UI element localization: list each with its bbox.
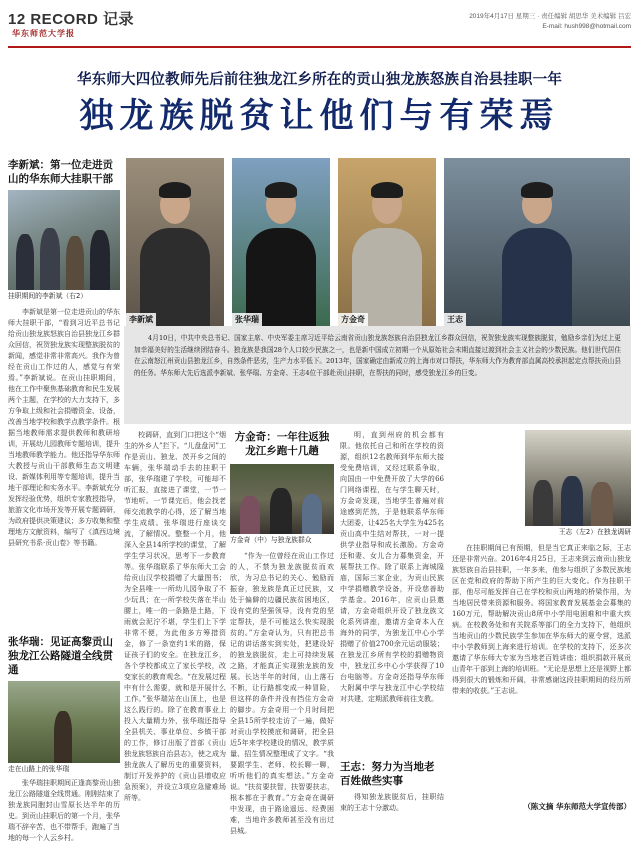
paper-logo: 华东师范大学报	[12, 28, 75, 38]
photo-caption: 王志（左2）在独龙调研	[558, 528, 631, 536]
middle-column-2	[230, 430, 334, 835]
portrait-name: 李新斌	[126, 313, 156, 326]
photo-fang-jinqi	[230, 464, 334, 534]
article-body: 李新斌是第一位走进贡山的华东师大挂职干部，“看到习近平总书记给贡山独龙族怒族自治县独龙江乡群众回信，祝贺独龙族实现整族脱贫的新闻，感觉非常非常高兴。我作为曾经在贡山工作过的人，感觉与有荣焉。”李新斌说。在贡山挂职期间，他在工作中聚焦基础教育和民生发展两个主题，在学校的大力支持下，多方争取上级和社会捐赠资金、设备，改善当地学校和教学点教学条件。根据当地教师需求提供教师和教研培训，开展幼儿园教师专题培训，提升当地教师教学能力。他还指导华东师大教授与贡山干部教师生态文明建设、新媒体利用等专题培训，提升当地干部理论和实务水平。李新斌充分发挥经验优势，组织专家教授指导，旅游文化市场开发等开展专题调研，为政府提供决策建议；多方收集和整理地方文献资料，编写了《滇西边境县研究书系·贡山卷》等书籍。	[8, 308, 120, 547]
portrait-name: 方金奇	[338, 313, 368, 326]
byline: （陈文摘 华东师范大学宣传部）	[523, 802, 631, 811]
portrait-hair	[521, 182, 553, 198]
portrait-torso	[502, 228, 572, 328]
middle-column-1	[124, 430, 226, 820]
portrait-hair	[371, 182, 403, 198]
header-meta-email: E-mail: hush998@hotmail.com	[542, 23, 631, 30]
kicker: 华东师大四位教师先后前往独龙江乡所在的贡山独龙族怒族自治县挂职一年	[76, 72, 563, 88]
header-meta	[469, 12, 631, 32]
page-headline: 独龙族脱贫让他们与有荣焉	[79, 96, 560, 136]
article-body: 在挂职期间已有预期，但是当它真正来临之际，王志还是非常兴奋。2016年4月25日，王志来到云南贡山独龙族怒族自治县挂职，一年多来，他参与组织了多数民族地区在党和政府的帮助下所产生的巨大变化。作为挂职干部，他尽可能发挥自己在学校和贡山两地的桥梁作用，为当地居民带来资源和服务。将国家教育发展基金会募集的160万元，帮助解决贡山8所中小学用电困难和中重大疾病。在校教务处和有关院系等部门的全力支持下，他组织当地贡山的少数民族学生参加在华东师大的夏令营，选派中小学教师到上海来进行培训。在学校的支持下，还多次邀请了华东师大专家为当地老百姓讲座；组织捐款开展贡山青年干部到上海的培训班。“无论是思想上还是视野上都得到很大的锻炼和开阔，非常感谢这段挂职期间的经历所带来的收获。”王志说。	[452, 544, 631, 695]
intro-text: 4月10日，中共中央总书记、国家主席、中央军委主席习近平给云南省贡山独龙族怒族自治县独龙江乡群众回信，祝贺独龙族实现整族脱贫，勉励乡亲们为过上更加幸福美好的生活继续团结奋斗。独龙族是我国28个人口较少民族之一，也是新中国成立初期一个从原始社会末期直接过渡到社会主义社会的少数民族。他们世代居住在云南怒江州贡山县独龙江乡，自然条件恶劣，生产力水平低下。2013年，国家确定由新成立的上海市对口帮扶，华东师大作为教育部直属高校承担起定点帮扶贡山县的任务。华东师大先后选派李新斌、张华瑞、方金奇、王志4位干部赴贡山挂职，在帮扶的同时，感受独龙江乡的巨变。	[134, 334, 621, 377]
photo-caption: 方金奇（中）与独龙族群众	[230, 536, 312, 544]
article-body: “作为一位曾经在贡山工作过的人，不禁为独龙族脱贫而欢欣，为习总书记的关心、勉励而振奋，独龙族是真正过民族，又处于偏僻的边疆民族贫困地区，没有党的坚强领导，没有党的坚定帮扶，是不可能这么快实现脱贫的。”方金奇认为，只有把总书记的讲话落实到实处，把建设好的独龙族脱贫，走上可持续发展之路，才能真正实现独龙族的发展。长达半年的时间，山上落石不断，让行路都变成一种冒险，但这样的条件并没有挡住方金奇的脚步。方金奇用一个月时间把全县15所学校走访了一遍，做好对贡山学校摸底和调研，把全县近5年来学校建设的情况，教学质量、招生情况整理成了文字。“我要跟学生、老师、校长聊一聊，听听他们的真实想法。”方金奇说。“扶贫要扶智，扶智要扶志，根本都在于教育。”方金奇在调研中发现，由于路途遥远、经费困难，当地许多教师甚至没有出过县城。	[230, 552, 334, 835]
left-column	[8, 158, 120, 860]
article-body: 校调研，直到门口把这个“烟生的外乡人”拦下。“儿盘盘河”工作是贡山、独龙、茨开乡之间的车辆，张华瑞动手去的挂职干部，张华瑞建了学校，可能却不听汇报，直接进了课堂，一节一节地听。一节课完后，他会找老师交流教学的心得，还了解当地学生成绩。张华瑞进行座谈交流，了解情况。整整一个月，他深入全县14所学校的课堂，了解学生学习状况，思考下一步教育等。张华瑞联系了华东师大工会给贡山汉学校捐赠了大量图书；为全县唯一一所幼儿园争取了不少玩具；在一所学校失落在半山腰上，唯一的一条路是土路，下雨就会泥泞不堪，学生们上下学非常不便，为此他多方筹措资金，修了一条宽约1米的路，保证孩子们的安全。在独龙江乡，各个学校都成立了家长学校，改变家长的教育观念。“在发展过程中有什么需要，就和是开展什么工作。”张华瑞站在山顶上，也是这么践行的。除了在教育事业上投入大量精力外，张华瑞还指导全县机关、事业单位、乡镇干部的工作，修订出版了首部《贡山独龙族怒族自治县志》，使之成为独龙族人了解历史的重要资料，制订开发养护的《贡山县增收应急预案》，并设立3项应急避难场所等。	[124, 431, 226, 802]
section-title-zhang-huarui: 张华瑞：见证高黎贡山独龙江公路隧道全线贯通	[8, 636, 113, 676]
portrait-name: 张华瑞	[232, 313, 262, 326]
section-title-li-xinbin: 李新斌：第一位走进贡山的华东师大挂职干部	[8, 159, 113, 185]
portrait-name: 王志	[444, 313, 466, 326]
figure-shape	[54, 711, 72, 763]
article-body: 得知独龙族脱贫后，挂职结束的王志十分激动。	[340, 793, 444, 812]
figure-shape	[533, 480, 553, 526]
portrait	[444, 158, 630, 326]
header-divider	[8, 46, 631, 48]
figure-shape	[561, 476, 583, 526]
figure-shape	[302, 494, 322, 534]
portrait	[338, 158, 436, 326]
photo-caption: 挂职期间的李新斌（右2）	[8, 292, 88, 300]
masthead	[8, 8, 631, 44]
section-title-fang-jinqi: 方金奇：一年往返独龙江乡跑十几趟	[234, 431, 330, 457]
figure-shape	[90, 230, 110, 290]
photo-caption: 走在山路上的张华瑞	[8, 765, 70, 773]
page-label: 12 RECORD 记录	[8, 11, 135, 28]
figure-shape	[240, 496, 260, 534]
figure-shape	[16, 234, 34, 290]
portrait-band	[124, 158, 631, 334]
figure-shape	[40, 228, 60, 290]
figure-shape	[66, 236, 84, 290]
portrait-hair	[265, 182, 297, 198]
intro-box	[124, 326, 631, 424]
portrait	[232, 158, 330, 326]
portrait-hair	[159, 182, 191, 198]
photo-li-xinbin	[8, 190, 120, 290]
right-column	[452, 430, 631, 812]
article-body: 明，直到州府的机会都有限。他依托自己和所在学校的资源，组织12名教师到华东师大接受免费培训，又经过联系争取，向国由一中免费开放了大学的66门网络课程，在与学生聊天时，方金奇发现，当地学生普遍对前途感到茫然，于是他联系华东师大团委，让425名大学生为425名贡山高中生结对帮扶，一对一提供学业指导和成长激励。方金奇还和妻、女儿合力募集资金，开展帮扶工作。除了联系上海城隍庙，国际三家企业，为贡山民族中学捐赠教学设备，开设慈善助学基金。2016年，应贡山县邀请，方金奇组织开设了独龙族文化系列讲座，邀请方金奇本人在海外的同学，为独龙江中心小学捐赠了价值2700余元运动服装；在独龙江乡所有学校的捐赠物资中，独龙江乡中心小学获得了10台电脑等。方金奇还指导华东师大附属中学与独龙江中心学校结对共建，定期派教师前往支教。	[340, 431, 444, 703]
article-body: 张华瑞挂职期间正逢高黎贡山独龙江公路隧道全线贯通。刚刚结束了独龙族同胞封山雪原长达半年的历史。到贡山挂职后的第一个月，张华瑞不辞辛苦，也不带帮手，跑遍了当地的每一个人云乡村。	[8, 779, 120, 842]
photo-wang-zhi	[525, 430, 631, 526]
middle-column-3	[340, 430, 444, 832]
portrait	[126, 158, 224, 326]
section-title-wang-zhi: 王志：努力为当地老百姓做些实事	[340, 761, 435, 787]
header-meta-line1: 2019年4月17日 星期三 · 责任编辑 胡思华 美术编辑 吕宏	[469, 13, 631, 20]
figure-shape	[591, 482, 613, 526]
figure-shape	[270, 488, 292, 534]
photo-zhang-huarui	[8, 681, 120, 763]
